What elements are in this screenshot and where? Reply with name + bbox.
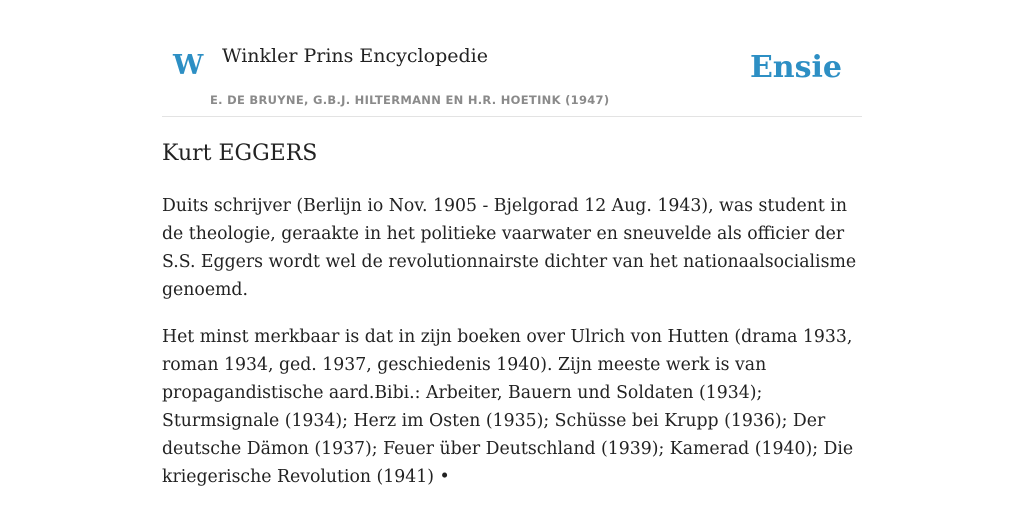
ensie-brand-logo[interactable]: Ensie xyxy=(749,50,842,85)
article-paragraph-2: Het minst merkbaar is dat in zijn boeken over Ulrich von Hutten (drama 1933, roman 1934, ged. 1937, geschiedenis 1940). Zijn meeste werk is van propagandistische aard.Bibi.: Arbeiter, Bauern und Soldaten (1934); Sturmsignale (1934); Herz im Osten (1935); Schüsse bei Krupp (1936); Der deutsche Dämon (1937); Feuer über Deutschland (1939); Kamerad (1940); Die kriegerische Revolution (1941) • xyxy=(162,327,854,487)
article-title: Kurt EGGERS xyxy=(162,141,318,166)
site-header xyxy=(162,0,862,117)
article-paragraph-1: Duits schrijver (Berlijn io Nov. 1905 - Bjelgorad 12 Aug. 1943), was student in de theologie, geraakte in het politieke vaarwater en sneuvelde als officier der S.S. Eggers wordt wel de revolutionnairste dichter van het nationaalsocialisme genoemd. xyxy=(162,196,857,300)
book-title-link[interactable]: Winkler Prins Encyclopedie xyxy=(222,45,488,67)
book-authors: E. DE BRUYNE, G.B.J. HILTERMANN EN H.R. HOETINK (1947) xyxy=(210,93,610,107)
encyclopedia-logo-icon[interactable]: W xyxy=(173,50,204,81)
